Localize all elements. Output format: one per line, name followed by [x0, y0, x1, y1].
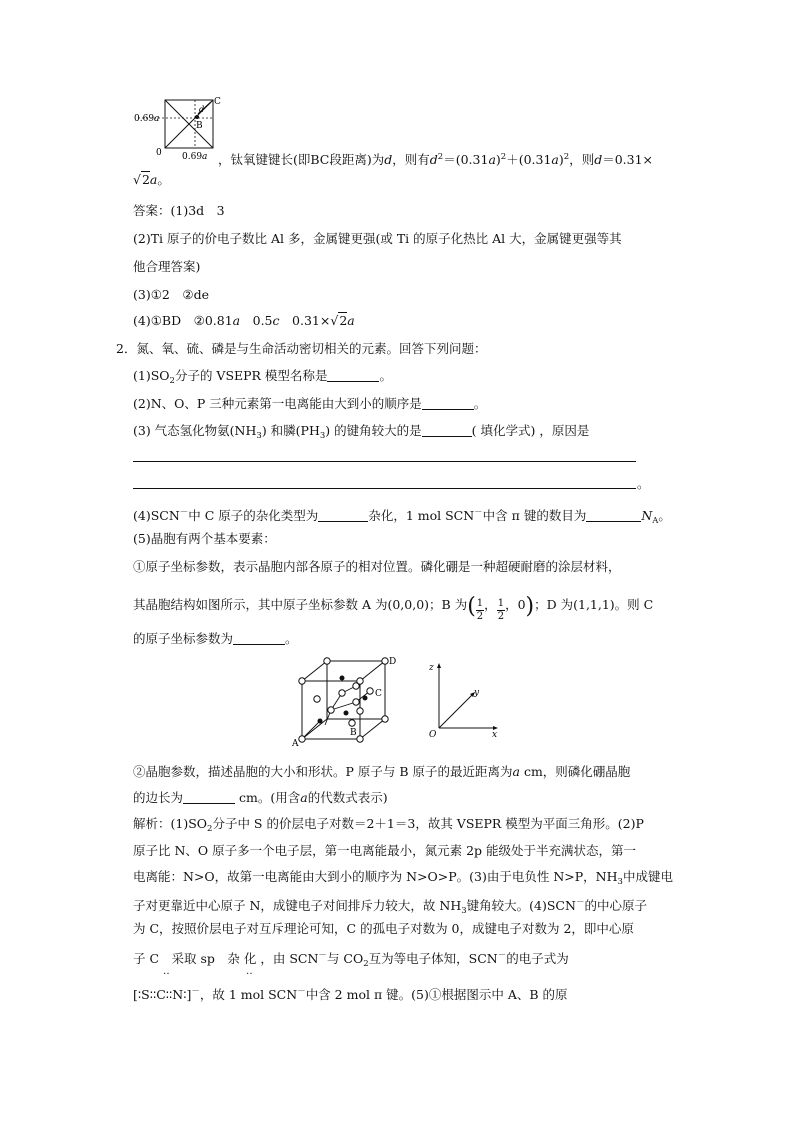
answer-blank[interactable]	[422, 397, 474, 410]
atom	[367, 688, 373, 694]
answer-2-line1: (2)Ti 原子的价电子数比 Al 多，金属键更强(或 Ti 的原子化热比 Al 大，金属键更强等其	[133, 231, 622, 246]
question-2-part4: (4)SCN－中 C 原子的杂化类型为 杂化，1 mol SCN－中含 π 键的数目为 $N_A$。	[133, 508, 671, 526]
question-2-part5a: ①原子坐标参数，表示晶胞内部各原子的相对位置。磷化硼是一种超硬耐磨的涂层材料，	[133, 559, 621, 574]
atom	[339, 690, 345, 696]
axis-origin-label: O	[429, 730, 437, 740]
solution-line-7: [∶S∶∶C∶∶N∶]－，故 1 mol SCN－中含 2 mol π 键。(5)①根据图示中 A、B 的原	[133, 987, 568, 1002]
question-2-part5: (5)晶胞有两个基本要素：	[133, 531, 276, 546]
atom	[328, 707, 334, 713]
answer-4: (4)①BD ②0.81a 0.5c 0.31×√2a	[133, 313, 355, 328]
fraction-half: $\frac{1}{2}$	[497, 598, 505, 622]
atom	[299, 678, 305, 684]
question-2-part2: (2)N、O、P 三种元素第一电离能由大到小的顺序是 。	[133, 396, 487, 411]
solution-line-5: 为 C，按照价层电子对互斥理论可知，C 的孤电子对数为 0，成键电子对数为 2，即中心原	[133, 921, 634, 936]
solution-line-2: 原子比 N、O 原子多一个电子层，第一电离能最小，氮元素 2p 能级处于半充满状态，第一	[133, 843, 637, 858]
solution-line-3: 电离能：N>O，故第一电离能由大到小的顺序为 N>O>P。(3)由于电负性 N>P，$NH_3$中成键电	[133, 869, 673, 887]
bond-length-text: ，钛氧键键长(即BC段距离)为d，则有$d^2=(0.31a)^2+(0.31a)^2$，则d＝0.31×	[218, 152, 654, 167]
fig1-label-c: C	[214, 97, 221, 107]
atom-phosphorus	[318, 719, 323, 724]
atom-phosphorus	[344, 711, 349, 716]
answer-line[interactable]	[133, 488, 636, 489]
question-2-part3: (3) 气态氢化物氨$(NH_3)$ 和膦$(PH_3)$ 的键角较大的是 ( 填化学式) ，原因是	[133, 423, 590, 441]
fig2-label-a: A	[292, 739, 299, 749]
fig2-label-b: B	[350, 728, 357, 738]
answer-blank[interactable]	[327, 369, 379, 382]
atom	[382, 716, 388, 722]
atom	[357, 708, 363, 714]
atom	[353, 699, 359, 705]
fig1-label-o: 0	[156, 148, 162, 158]
fig1-label-y: 0.69a	[134, 114, 160, 124]
answer-3: (3)①2 ②de	[133, 287, 209, 302]
answer-blank[interactable]	[183, 791, 235, 804]
fig1-label-d: d	[199, 105, 205, 114]
question-2-part5e: 的边长为 cm。(用含a的代数式表示)	[133, 790, 388, 805]
bond-length-result: √2a。	[133, 172, 170, 187]
axis-y-label: y	[474, 688, 480, 698]
atom	[382, 658, 388, 664]
solution-line-4: 子对更靠近中心原子 N，成键电子对间排斥力较大，故 $NH_3$键角较大。(4)SCN－的中心原子	[133, 898, 647, 916]
answer-blank[interactable]	[318, 509, 368, 522]
coordinate-axes	[425, 660, 505, 740]
question-2-title: 2．氮、氧、硫、磷是与生命活动密切相关的元素。回答下列问题：	[116, 341, 487, 356]
answer-line-end: 。	[637, 476, 650, 491]
question-2-part5d: ②晶胞参数，描述晶胞的大小和形状。P 原子与 B 原子的最近距离为a cm，则磷化硼晶胞	[133, 764, 631, 779]
lone-pair-dots: ‥	[163, 966, 170, 977]
question-2-part5c: 的原子坐标参数为 。	[133, 631, 298, 646]
fig2-label-d: D	[389, 657, 397, 667]
axis-z-label: z	[429, 663, 434, 673]
axis-x-label: x	[492, 730, 498, 740]
answer-blank[interactable]	[586, 509, 641, 522]
atom	[299, 736, 305, 742]
answer-blank[interactable]	[233, 632, 285, 645]
answer-1: 答案：(1)3d 3	[133, 203, 225, 218]
answer-line[interactable]	[133, 461, 636, 462]
atom-b	[195, 115, 199, 119]
question-2-part1: $(1)SO_2$分子的 VSEPR 模型名称是 。	[133, 368, 392, 386]
question-2-part5b: 其晶胞结构如图所示，其中原子坐标参数 A 为(0,0,0)；B 为( $\frac{1}{2}$ ， $\frac{1}{2}$ ，0)；D 为(1,1,1)。则 C	[133, 594, 654, 622]
lone-pair-dots: ‥	[246, 966, 253, 977]
atom	[324, 658, 330, 664]
atom	[357, 736, 363, 742]
fraction-half: $\frac{1}{2}$	[476, 598, 484, 622]
fig1-label-x: 0.69a	[182, 152, 208, 162]
solution-line-6: 子 C 采取 sp 杂 化 ，由 SCN－与 $CO_2$互为等电子体知，SCN－的电子式为	[133, 951, 569, 969]
atom-phosphorus	[363, 696, 368, 701]
fig1-label-b: B	[196, 121, 203, 131]
answer-blank[interactable]	[422, 424, 472, 437]
solution-line-1: 解析：$(1)SO_2$分子中 S 的价层电子对数＝2＋1＝3，故其 VSEPR 模型为平面三角形。(2)P	[133, 816, 644, 834]
atom-phosphorus	[340, 676, 345, 681]
crystal-cell-diagram	[290, 653, 400, 753]
atom-b	[349, 720, 355, 726]
atom	[357, 678, 363, 684]
fig2-label-c: C	[375, 689, 382, 699]
answer-2-line2: 他合理答案)	[133, 259, 201, 274]
atom	[314, 696, 320, 702]
